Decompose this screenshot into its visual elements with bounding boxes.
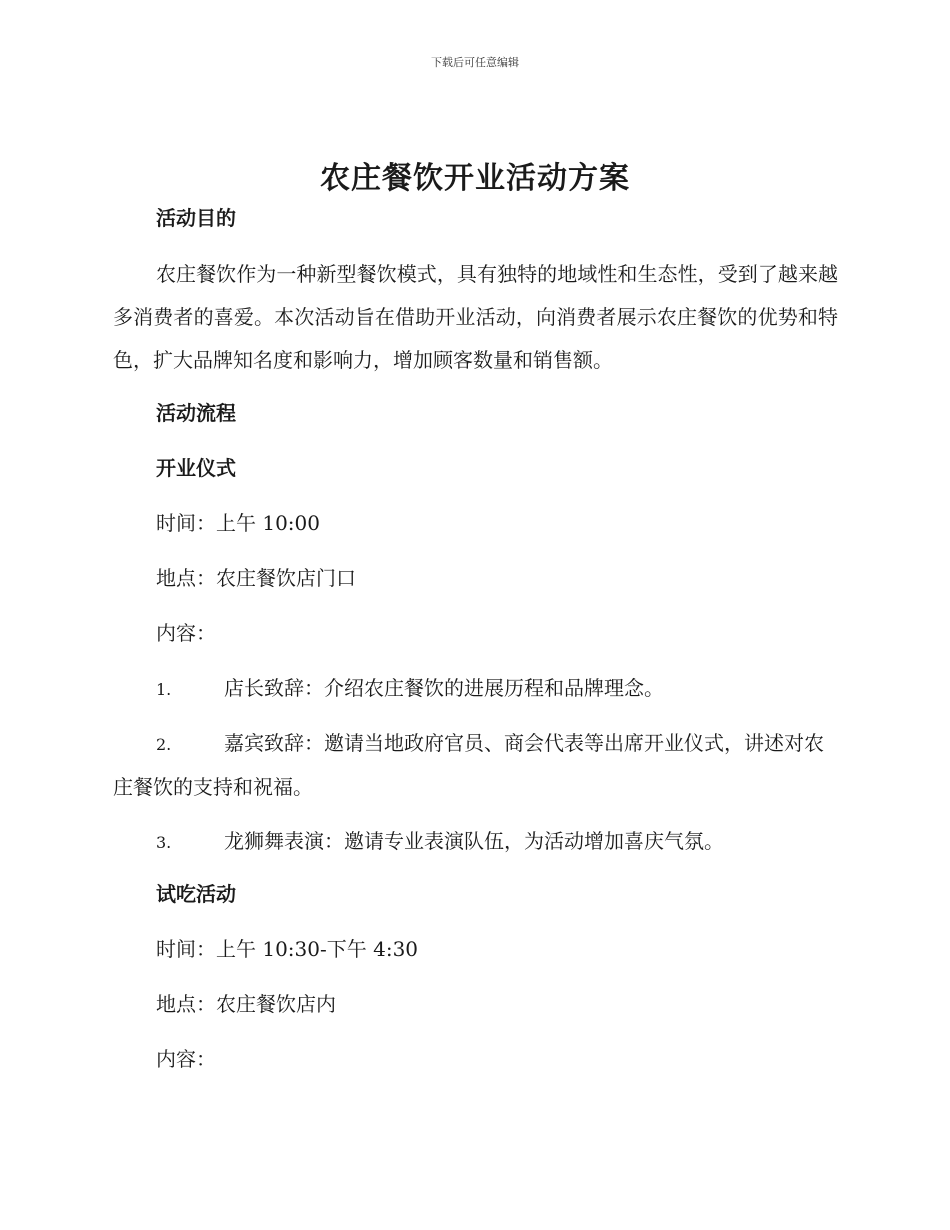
tasting-place: 地点：农庄餐饮店内	[156, 992, 336, 1016]
list-item	[113, 667, 838, 711]
list-item-text: 嘉宾致辞：邀请当地政府官员、商会代表等出席开业仪式，讲述对农庄餐饮的支持和祝福。	[113, 731, 824, 799]
flow-heading: 活动流程	[156, 401, 236, 425]
tasting-time: 时间：上午 10:30-下午 4:30	[156, 937, 419, 961]
page-header-note: 下载后可任意编辑	[431, 56, 519, 69]
opening-content-label: 内容：	[156, 621, 216, 645]
opening-heading: 开业仪式	[156, 456, 236, 480]
opening-time: 时间：上午 10:00	[156, 511, 320, 535]
list-item	[113, 722, 838, 809]
opening-place: 地点：农庄餐饮店门口	[156, 566, 356, 590]
document-title: 农庄餐饮开业活动方案	[320, 161, 630, 196]
tasting-heading: 试吃活动	[156, 882, 236, 906]
list-item-text: 龙狮舞表演：邀请专业表演队伍，为活动增加喜庆气氛。	[224, 829, 724, 853]
list-item-number: 2.	[156, 735, 172, 754]
purpose-heading: 活动目的	[156, 206, 236, 230]
list-item-text: 店长致辞：介绍农庄餐饮的进展历程和品牌理念。	[224, 676, 664, 700]
list-item-number: 3.	[156, 833, 172, 852]
purpose-paragraph: 农庄餐饮作为一种新型餐饮模式，具有独特的地域性和生态性，受到了越来越多消费者的喜爱。本次活动旨在借助开业活动，向消费者展示农庄餐饮的优势和特色，扩大品牌知名度和影响力，增加顾客数量和销售额。	[113, 262, 838, 372]
list-item-number: 1.	[156, 680, 172, 699]
tasting-content-label: 内容：	[156, 1047, 216, 1071]
list-item	[113, 820, 838, 864]
